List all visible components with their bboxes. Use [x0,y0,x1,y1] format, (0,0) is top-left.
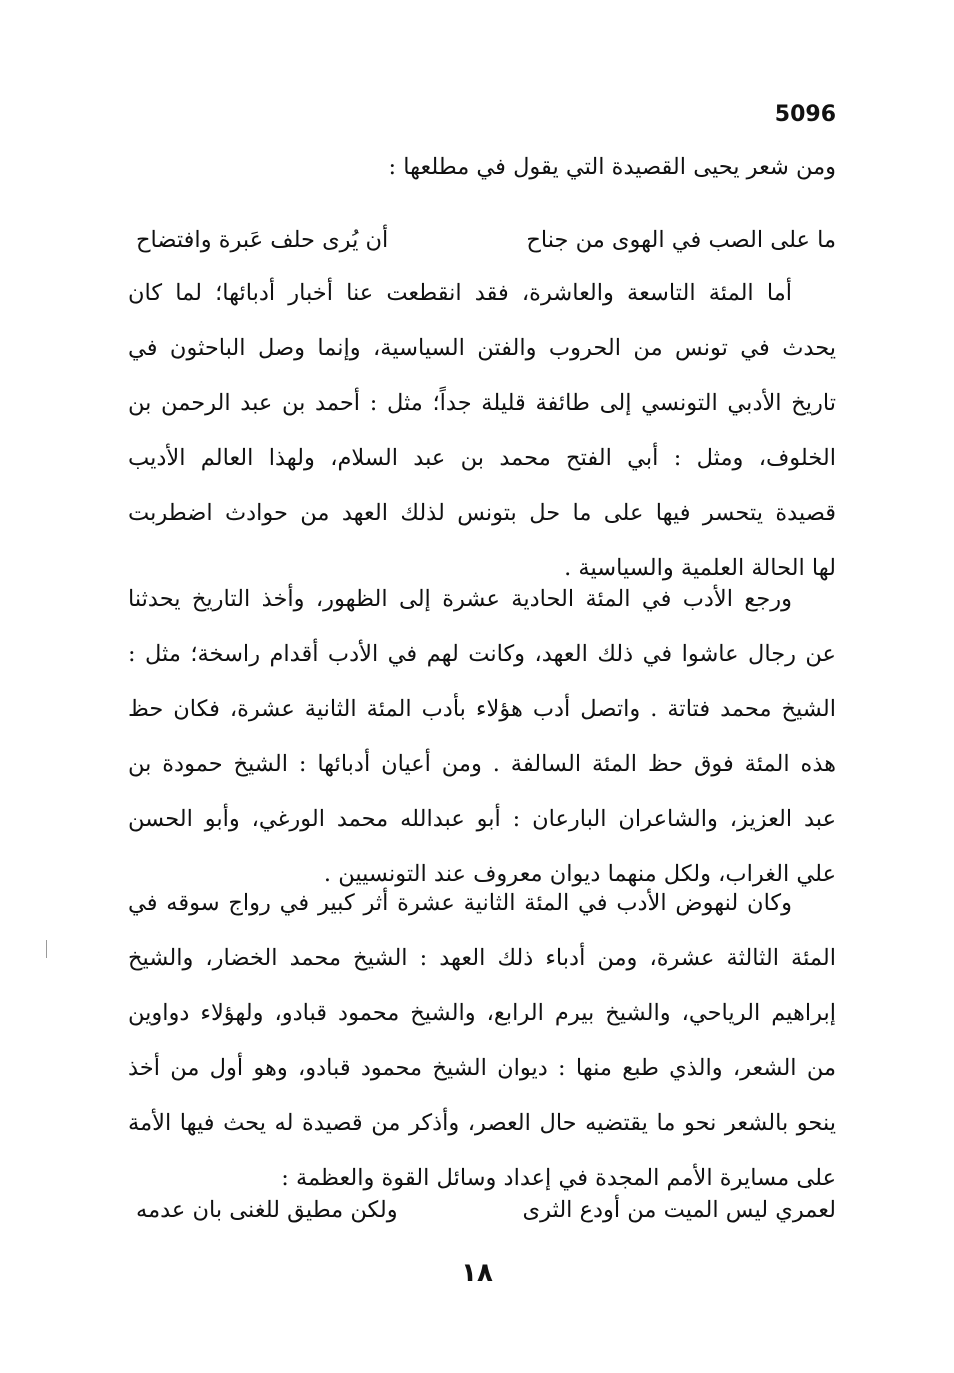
paragraph-3 [128,876,836,1206]
paragraph-line: عن رجال عاشوا في ذلك العهد، وكانت لهم في الأدب أقدام راسخة؛ مثل : [128,641,836,667]
paragraph-line: لها الحالة العلمية والسياسية . [564,555,836,581]
paragraph-line: الخلوف، ومثل : أبي الفتح محمد بن عبد السلام، ولهذا العالم الأديب [128,445,836,471]
intro-line: ومن شعر يحيى القصيدة التي يقول في مطلعها : [388,154,836,180]
page-number: 5096 [774,102,836,127]
verse-2 [128,1183,836,1238]
paragraph-line: تاريخ الأدبي التونسي إلى طائفة قليلة جداً؛ مثل : أحمد بن عبد الرحمن بن [128,390,836,416]
verse-1 [128,213,836,268]
paragraph-line: من الشعر، والذي طبع منها : ديوان الشيخ محمود قبادو، وهو أول من أخذ [128,1055,836,1081]
footer-page-number: ١٨ [461,1258,493,1288]
paragraph-line: ورجع الأدب في المئة الحادية عشرة إلى الظهور، وأخذ التاريخ يحدثنا [128,586,792,612]
paragraph-line: هذه المئة فوق حظ المئة السالفة . ومن أعيان أدبائها : الشيخ حمودة بن [128,751,836,777]
intro-paragraph [128,140,836,195]
verse-1-first-hemistich: ما على الصب في الهوى من جناح [526,227,836,253]
paragraph-line: المئة الثالثة عشرة، ومن أدباء ذلك العهد : الشيخ محمد الخضار، والشيخ [128,945,836,971]
paragraph-line: إبراهيم الرياحي، والشيخ بيرم الرابع، والشيخ محمود قبادو، ولهؤلاء دواوين [128,1000,836,1026]
paragraph-2 [128,572,836,902]
paragraph-line: عبد العزيز، والشاعران البارعان : أبو عبدالله محمد الورغي، وأبو الحسن [128,806,836,832]
verse-2-second-hemistich: ولكن مطيق للغنى بان عدمه [136,1197,398,1223]
paragraph-line: على مسايرة الأمم المجدة في إعداد وسائل القوة والعظمة : [281,1165,836,1191]
paragraph-line: يحدث في تونس من الحروب والفتن السياسية، وإنما وصل الباحثون في [128,335,836,361]
paragraph-1 [128,266,836,596]
paragraph-line: ينحو بالشعر نحو ما يقتضيه حال العصر، وأذكر من قصيدة له يحث فيها الأمة [128,1110,836,1136]
paragraph-line: وكان لنهوض الأدب في المئة الثانية عشرة أثر كبير في رواج سوقه في [128,890,792,916]
verse-2-first-hemistich: لعمري ليس الميت من أودع الثرى [522,1197,836,1223]
verse-1-second-hemistich: أن يُرى حلف عَبرة وافتضاح [136,227,389,253]
paragraph-line: علي الغراب، ولكل منهما ديوان معروف عند التونسيين . [323,861,836,887]
margin-mark [46,940,47,958]
paragraph-line: قصيدة يتحسر فيها على ما حل بتونس لذلك العهد من حوادث اضطربت [128,500,836,526]
paragraph-line: الشيخ محمد فتاتة . واتصل أدب هؤلاء بأدب المئة الثانية عشرة، فكان حظ [128,696,836,722]
paragraph-line: أما المئة التاسعة والعاشرة، فقد انقطعت عنا أخبار أدبائها؛ لما كان [128,280,792,306]
